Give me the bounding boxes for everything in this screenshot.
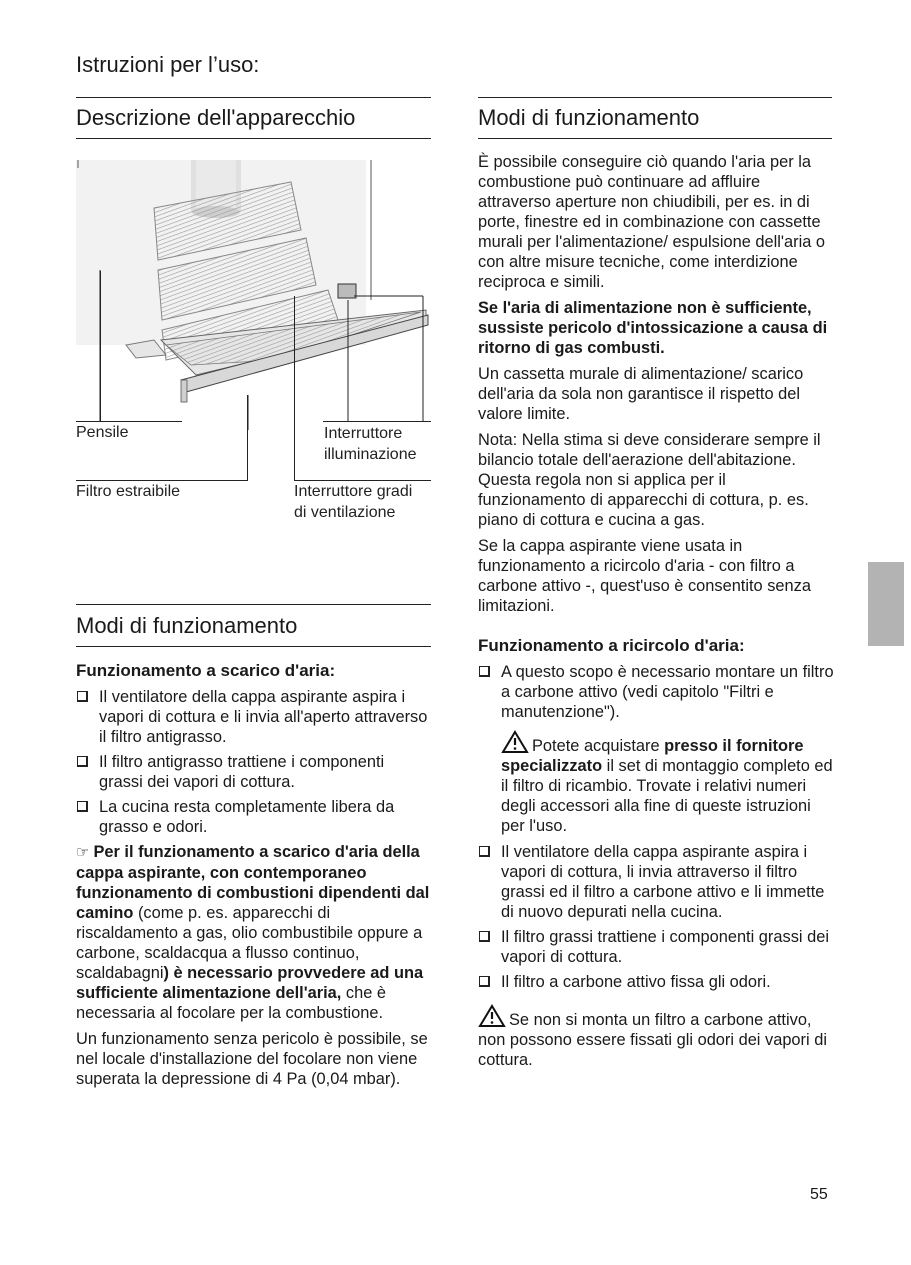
section-title-modes-right: Modi di funzionamento — [478, 97, 832, 139]
warning-triangle-icon — [501, 730, 529, 754]
list-item-text: Il filtro antigrasso trattiene i componenti grassi dei vapori di cottura. — [99, 753, 385, 791]
list-item — [478, 842, 834, 922]
page-number: 55 — [810, 1186, 828, 1203]
list-item — [76, 797, 432, 837]
note-paragraph — [76, 842, 432, 1023]
list-item — [76, 752, 432, 792]
caution-text-2: il set di montaggio completo ed il filtro di ricambio. Trovate i relativi numeri degli accessori alla fine di queste istruzioni per l'uso. — [501, 757, 833, 835]
bullet-list-scarico — [76, 687, 432, 837]
label-interruttore-gradi-line2: di ventilazione — [294, 504, 396, 521]
bullet-list-ricircolo-1 — [478, 662, 834, 722]
label-pensile: Pensile — [76, 424, 129, 441]
chapter-side-tab — [868, 562, 904, 646]
subhead-ricircolo: Funzionamento a ricircolo d'aria: — [478, 636, 745, 655]
list-item — [76, 687, 432, 747]
list-item-text: Il filtro a carbone attivo fissa gli odori. — [501, 973, 771, 991]
paragraph-combustion-air: È possibile conseguire ciò quando l'aria per la combustione può continuare ad affluire attraverso aperture non chiudibili, per es. in di porte, finestre ed in combinazione con cassette murali per l'alimentazione/ espulsione dell'aria o con altre misure tecniche, come interdizione reciproca e simili. — [478, 153, 826, 291]
checkbox-bullet-icon — [77, 756, 88, 767]
leader-line-gradi-vertical — [294, 296, 295, 481]
label-interruttore-gradi — [294, 481, 412, 523]
bullet-list-ricircolo-2 — [478, 842, 834, 992]
list-item-text: Il ventilatore della cappa aspirante aspira i vapori di cottura, li invia attraverso il filtro grassi ed il filtro a carbone attivo e li immette di nuovo depurati nella cucina. — [501, 843, 825, 921]
list-item — [478, 927, 834, 967]
appliance-figure — [76, 160, 431, 430]
list-item-text: La cucina resta completamente libera da grasso e odori. — [99, 798, 395, 836]
paragraph-cassetta-murale: Un cassetta murale di alimentazione/ scarico dell'aria da sola non garantisce il rispetto del valore limite. — [478, 365, 804, 423]
paragraph-depressione: Un funzionamento senza pericolo è possibile, se nel locale d'installazione del focolare non viene superata la depressione di 4 Pa (0,04 mbar). — [76, 1030, 428, 1088]
list-item — [478, 662, 834, 722]
caution-text-1: Potete acquistare — [532, 737, 665, 755]
caution-text-bold: presso il fornitore specializzato — [501, 737, 804, 775]
note-bold-2: ) è necessario provvedere ad una sufficiente alimentazione dell'aria, — [76, 964, 424, 1002]
label-interruttore-illuminazione — [324, 423, 417, 465]
list-item — [478, 972, 834, 992]
page-title: Istruzioni per l’uso: — [76, 52, 260, 77]
section-title-modes-left: Modi di funzionamento — [76, 604, 431, 647]
list-item-text: Il ventilatore della cappa aspirante aspira i vapori di cottura e li invia all'aperto attraverso il filtro antigrasso. — [99, 688, 428, 746]
checkbox-bullet-icon — [479, 931, 490, 942]
label-interruttore-illuminazione-line1: Interruttore — [324, 425, 403, 442]
note-normal-1: (come p. es. apparecchi di riscaldamento a gas, olio combustibile oppure a carbone, scaldacqua a flusso continuo, scaldabagni — [76, 904, 423, 982]
pointing-hand-icon: ☞ — [76, 844, 90, 861]
leader-line-filtro-vertical — [247, 395, 248, 481]
final-warning-text: Se non si monta un filtro a carbone attivo, non possono essere fissati gli odori dei vapori di cottura. — [478, 1011, 827, 1069]
leader-line-pensile-vertical — [100, 271, 101, 422]
checkbox-bullet-icon — [77, 801, 88, 812]
final-warning — [478, 1004, 834, 1070]
warning-intossicazione: Se l'aria di alimentazione non è sufficiente, sussiste pericolo d'intossicazione a causa di ritorno di gas combusti. — [478, 299, 828, 357]
note-normal-2: che è necessaria al focolare per la combustione. — [76, 984, 386, 1022]
note-bold-1: Per il funzionamento a scarico d'aria della cappa aspirante, con contemporaneo funzionamento di combustioni dipendenti dal camino — [76, 843, 430, 922]
right-body — [478, 152, 834, 1076]
caution-accessories — [478, 730, 834, 836]
subhead-scarico: Funzionamento a scarico d'aria: — [76, 661, 336, 680]
label-filtro-estraibile: Filtro estraibile — [76, 483, 181, 500]
list-item-text: Il filtro grassi trattiene i componenti grassi dei vapori di cottura. — [501, 928, 829, 966]
left-body — [76, 661, 432, 1095]
warning-triangle-icon — [478, 1004, 506, 1028]
section-title-description: Descrizione dell'apparecchio — [76, 97, 431, 139]
checkbox-bullet-icon — [479, 846, 490, 857]
paragraph-ricircolo-consentito: Se la cappa aspirante viene usata in funzionamento a ricircolo d'aria - con filtro a carbone attivo -, quest'uso è consentito senza limitazioni. — [478, 537, 811, 615]
leader-line-illuminazione — [323, 421, 431, 422]
checkbox-bullet-icon — [479, 666, 490, 677]
checkbox-bullet-icon — [77, 691, 88, 702]
paragraph-nota: Nota: Nella stima si deve considerare sempre il bilancio totale dell'aerazione dell'abitazione. Questa regola non si applica per il funzionamento di apparecchi di cottura, p. es. piano di cottura e cucina a gas. — [478, 431, 821, 529]
checkbox-bullet-icon — [479, 976, 490, 987]
range-hood-illustration — [76, 160, 431, 430]
label-interruttore-gradi-line1: Interruttore gradi — [294, 483, 413, 500]
list-item-text: A questo scopo è necessario montare un filtro a carbone attivo (vedi capitolo "Filtri e manutenzione"). — [501, 663, 834, 721]
label-interruttore-illuminazione-line2: illuminazione — [324, 446, 417, 463]
